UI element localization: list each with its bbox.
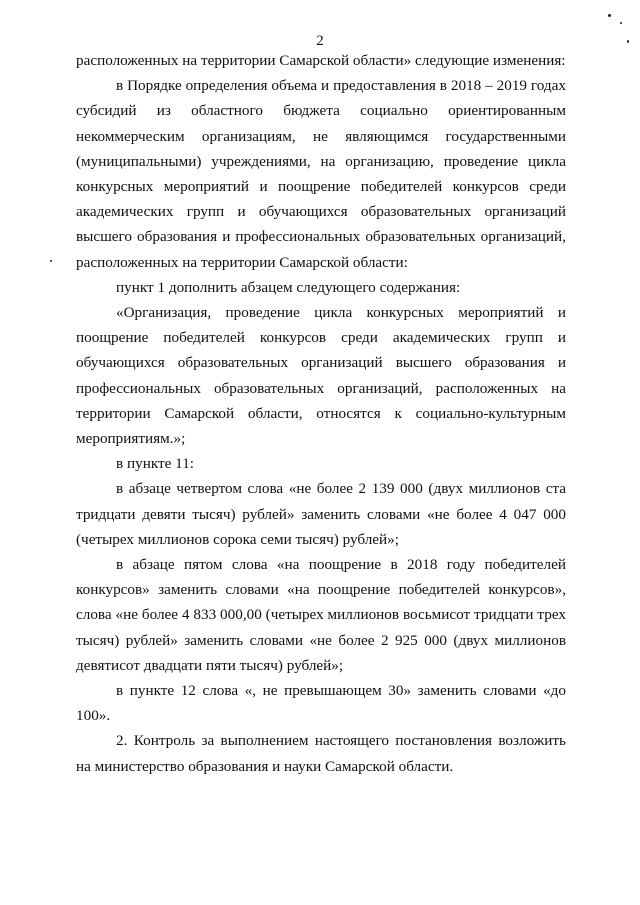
- document-body: [76, 48, 566, 779]
- paragraph-point-12: в пункте 12 слова «, не превышающем 30» заменить словами «до 100».: [76, 682, 566, 725]
- paragraph-abzac-4: в абзаце четвертом слова «не более 2 139 000 (двух миллионов ста тридцати девяти тысяч) рублей» заменить словами «не более 4 047 000 (четырех миллионов сорока семи тысяч) рублей»;: [76, 480, 566, 548]
- scan-speck: [627, 40, 629, 43]
- page-number: 2: [316, 33, 324, 49]
- paragraph-abzac-5: в абзаце пятом слова «на поощрение в 2018 году победителей конкурсов» заменить словами «на поощрение победителей конкурсов», слова «не более 4 833 000,00 (четырех миллионов восьмисот тридцати трех тысяч) рублей» заменить словами «не более 2 925 000 (двух миллионов девятисот двадцати пяти тысяч) рублей»;: [76, 556, 566, 674]
- paragraph-procedure: в Порядке определения объема и предоставления в 2018 – 2019 годах субсидий из областного бюджета социально ориентированным некоммерческим организациям, не являющимся государственными (муниципальными) учреждениями, на организацию, проведение цикла конкурсных мероприятий и поощрение победителей конкурсов среди академических групп и обучающихся образовательных организаций высшего образования и профессиональных образовательных организаций, расположенных на территории Самарской области:: [76, 77, 566, 271]
- paragraph-control: 2. Контроль за выполнением настоящего постановления возложить на министерство образования и науки Самарской области.: [76, 732, 566, 775]
- scan-speck: [50, 260, 52, 262]
- scan-speck: [620, 22, 622, 24]
- paragraph-continuation: расположенных на территории Самарской области» следующие изменения:: [76, 52, 566, 69]
- scan-speck: [608, 14, 611, 17]
- paragraph-quote: «Организация, проведение цикла конкурсных мероприятий и поощрение победителей конкурсов среди академических групп и обучающихся образовательных организаций высшего образования и профессиональных образовательных организаций, расположенных на территории Самарской области, относятся к социально-культурным мероприятиям.»;: [76, 304, 566, 448]
- paragraph-point-11: в пункте 11:: [116, 455, 195, 473]
- paragraph-point-1: пункт 1 дополнить абзацем следующего содержания:: [116, 278, 461, 296]
